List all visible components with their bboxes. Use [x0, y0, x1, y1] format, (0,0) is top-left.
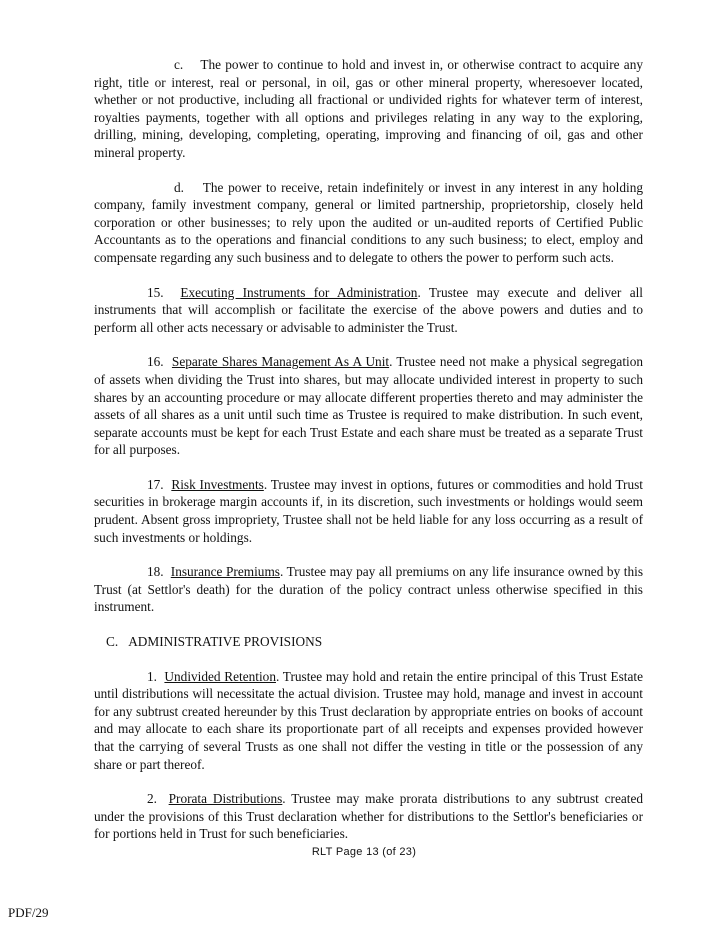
paragraph-c-text: The power to continue to hold and invest in, or otherwise contract to acquire any right, title or interest, real or personal, in oil, gas or other mineral property, wheresoever located, whether or not productive, including all fractional or undivided rights for whatever term of interest, royalties payments, together with all options and privileges relating in any way to the exploring, drilling, mining, developing, completing, operating, improving and financing of oil, gas and other mineral property.	[94, 57, 644, 160]
paragraph-c	[94, 56, 643, 162]
paragraph-c-marker: c.	[174, 57, 184, 72]
paragraph-16-number: 16.	[147, 354, 164, 370]
paragraph-18-title: Insurance Premiums	[170, 564, 280, 580]
paragraph-17-number: 17.	[147, 476, 164, 492]
paragraph-c2-number: 2.	[147, 791, 157, 807]
section-c-title: ADMINISTRATIVE PROVISIONS	[128, 634, 323, 650]
paragraph-18	[94, 563, 643, 616]
paragraph-18-text: . Trustee may pay all premiums on any life insurance owned by this Trust (at Settlor's death) for the duration of the policy contract unless otherwise specified in this instrument.	[94, 564, 644, 615]
paragraph-16	[94, 353, 643, 459]
paragraph-d	[94, 179, 643, 267]
paragraph-c2-text: . Trustee may make prorata distributions to any subtrust created under the provisions of this Trust declaration whether for distributions to the Settlor's beneficiaries or for portions held in Trust for such beneficiaries.	[94, 791, 644, 842]
paragraph-c1-number: 1.	[147, 668, 157, 684]
pdf-page-number: PDF/29	[8, 905, 49, 920]
paragraph-c1-text: . Trustee may hold and retain the entire principal of this Trust Estate until distributions will necessitate the actual division. Trustee may hold, manage and invest in account for any subtrust created hereunder by this Trust declaration by appropriate entries on books of account and may allocate to each share its proportionate part of all receipts and expenses provided however that the carrying of several Trusts as one shall not differ the vesting in title or the possession of any share or part thereof.	[94, 668, 643, 772]
paragraph-c1	[94, 668, 643, 774]
paragraph-15-title: Executing Instruments for Administration	[180, 284, 418, 300]
paragraph-17	[94, 476, 643, 546]
paragraph-c2	[94, 790, 643, 843]
paragraph-17-title: Risk Investments	[171, 476, 264, 492]
section-heading-c	[94, 633, 643, 651]
paragraph-16-title: Separate Shares Management As A Unit	[171, 354, 390, 370]
paragraph-d-text: The power to receive, retain indefinitely or invest in any interest in any holding company, family investment company, general or limited partnership, proprietorship, closely held corporation or other businesses; to rely upon the audited or un-audited reports of Certified Public Accountants as to the operations and financial conditions to any such business; to elect, employ and compensate regarding any such business and to delegate to others the power to perform such acts.	[94, 179, 643, 265]
page-footer: RLT Page 13 (of 23)	[311, 846, 417, 858]
paragraph-15	[94, 284, 643, 337]
paragraph-d-marker: d.	[174, 179, 184, 195]
paragraph-c2-title: Prorata Distributions	[168, 791, 283, 807]
paragraph-c1-title: Undivided Retention	[164, 668, 276, 684]
paragraph-15-number: 15.	[147, 284, 164, 300]
paragraph-18-number: 18.	[147, 564, 164, 580]
paragraph-15-text: . Trustee may execute and deliver all instruments that will accomplish or facilitate the exercise of the above powers and duties and to perform all other acts necessary or advisable to administer the Trust.	[94, 284, 643, 335]
paragraph-17-text: . Trustee may invest in options, futures or commodities and hold Trust securities in brokerage margin accounts if, in its discretion, such investments or holdings would seem prudent. Absent gross impropriety, Trustee shall not be held liable for any loss occurring as a result of such investments or holdings.	[94, 476, 643, 545]
section-c-marker: C.	[106, 634, 119, 650]
document-body	[94, 56, 643, 860]
paragraph-16-text: . Trustee need not make a physical segregation of assets when dividing the Trust into shares, but may allocate undivided interest in property to such shares by an accounting procedure or may allocate different properties thereto and may administer the assets of all shares as a unit until such time as Trustee is required to make distribution. In such event, separate accounts must be kept for each Trust Estate and each share must be treated as a separate Trust for all purposes.	[94, 354, 643, 458]
